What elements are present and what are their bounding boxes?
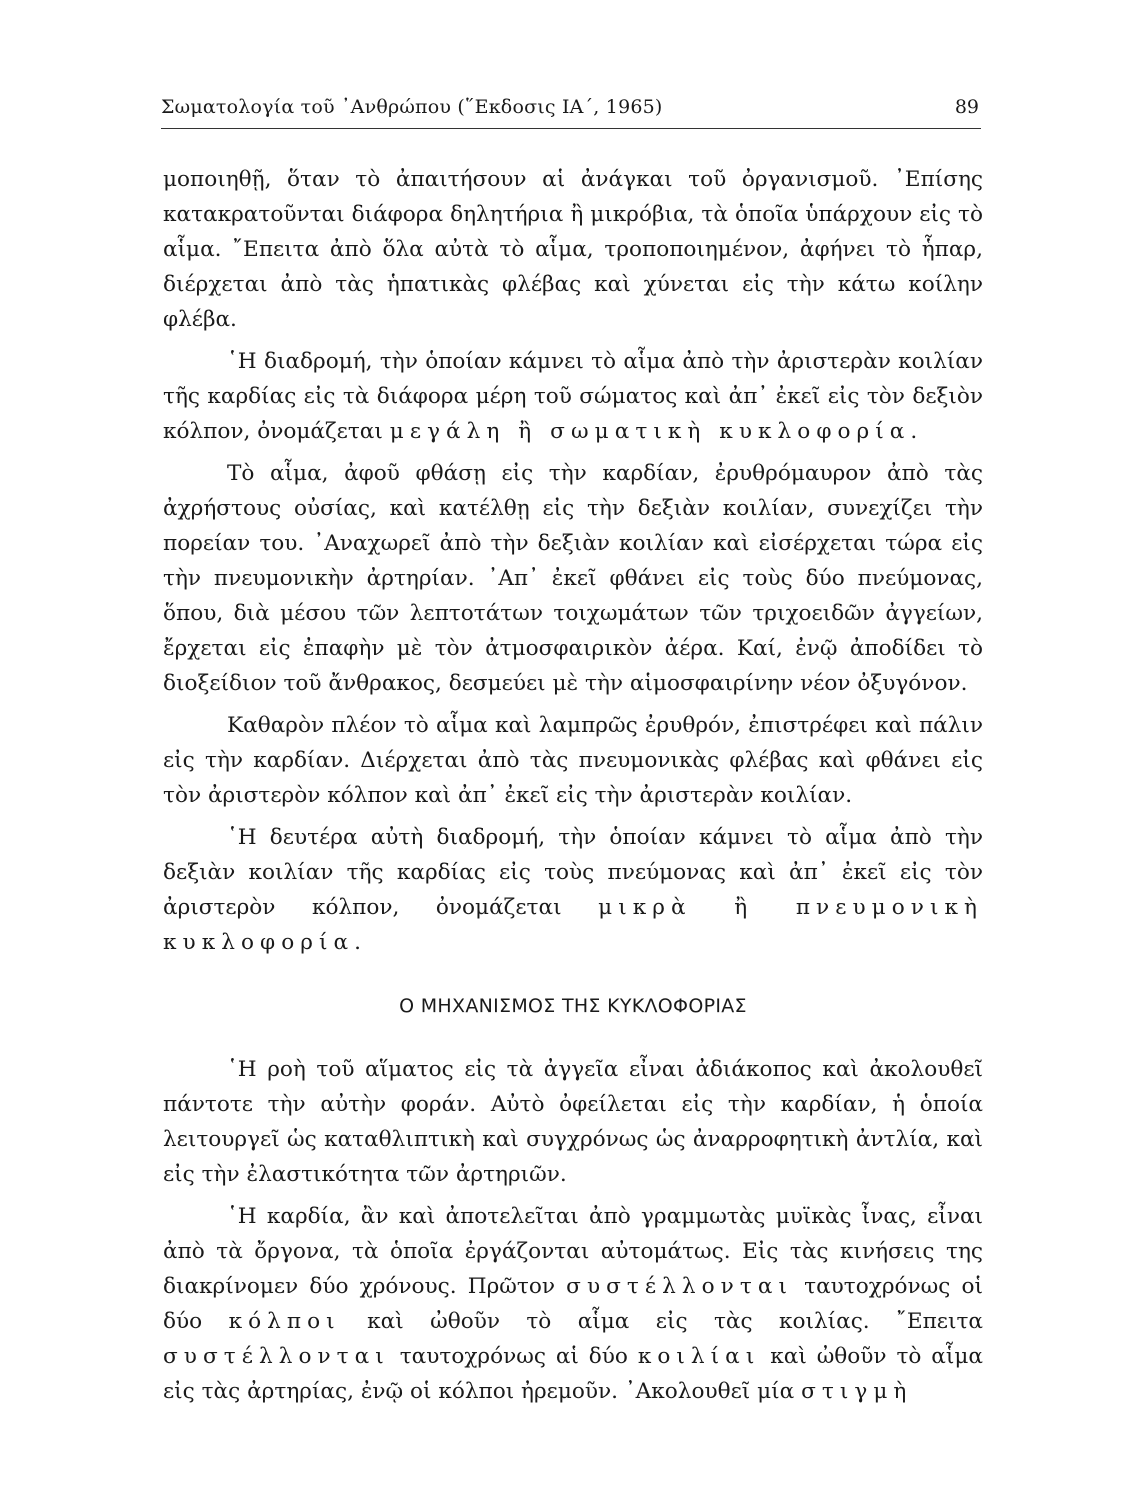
body-text <box>163 162 983 1416</box>
paragraph-5 <box>163 820 983 960</box>
paragraph-7-text-c: καὶ ὠθοῦν τὸ αἷμα εἰς τὰς κοιλίας. ῎Επειτα <box>367 1309 983 1334</box>
paragraph-6: ῾Η ροὴ τοῦ αἵματος εἰς τὰ ἀγγεῖα εἶναι ἀδιάκοπος καὶ ἀκολουθεῖ πάντοτε τὴν αὐτὴν φοράν. Αὐτὸ ὀφείλεται εἰς τὴν καρδίαν, ἡ ὁποία λειτουργεῖ ὡς καταθλιπτικὴ καὶ συγχρόνως ὡς ἀναρροφητικὴ ἀντλία, καὶ εἰς τὴν ἐλαστικότητα τῶν ἀρτηριῶν. <box>163 1057 983 1187</box>
paragraph-1: μοποιηθῇ, ὅταν τὸ ἀπαιτήσουν αἱ ἀνάγκαι τοῦ ὀργανισμοῦ. ᾿Επίσης κατακρατοῦνται διάφορα δηλητήρια ἢ μικρόβια, τὰ ὁποῖα ὑπάρχουν εἰς τὸ αἷμα. ῎Επειτα ἀπὸ ὅλα αὐτὰ τὸ αἷμα, τροποποιημένον, ἀφήνει τὸ ἧπαρ, διέρχεται ἀπὸ τὰς ἡπατικὰς φλέβας καὶ χύνεται εἰς τὴν κάτω κοίλην φλέβα. <box>163 167 983 332</box>
term-moment: στιγμὴ <box>801 1379 913 1404</box>
paragraph-7-text-e: καὶ ὠθοῦν τὸ αἷμα εἰς τὰς ἀρτηρίας, ἐνῷ οἱ κόλποι ἠρεμοῦν. ᾿Ακολουθεῖ μία <box>163 1344 983 1404</box>
section-heading: Ο ΜΗΧΑΝΙΣΜΟΣ ΤΗΣ ΚΥΚΛΟΦΟΡΙΑΣ <box>399 995 747 1017</box>
paragraph-7-text-a: ῾Η καρδία, ἂν καὶ ἀποτελεῖται ἀπὸ γραμμωτὰς μυϊκὰς ἶνας, εἶναι ἀπὸ τὰ ὄργονα, τὰ ὁποῖα ἐργάζονται αὐτομάτως. Εἰς τὰς κινήσεις της διακρίνομεν δύο χρόνους. Πρῶτον <box>163 1204 983 1299</box>
paragraph-7-text-d: ταυτοχρόνως αἱ δύο <box>399 1344 628 1369</box>
paragraph-4: Καθαρὸν πλέον τὸ αἷμα καὶ λαμπρῶς ἐρυθρόν, ἐπιστρέφει καὶ πάλιν εἰς τὴν καρδίαν. Διέρχεται ἀπὸ τὰς πνευμονικὰς φλέβας καὶ φθάνει εἰς τὸν ἀριστερὸν κόλπον καὶ ἀπ᾿ ἐκεῖ εἰς τὴν ἀριστερὰν κοιλίαν. <box>163 713 983 808</box>
header-rule <box>161 128 981 129</box>
running-header <box>161 96 979 126</box>
term-ventricles: κοιλίαι <box>637 1344 761 1369</box>
term-atria: κόλποι <box>228 1309 341 1334</box>
page-number: 89 <box>954 96 979 118</box>
term-pulmonary-circulation: μικρὰ ἢ πνευμονικὴ κυκλοφορία. <box>163 895 983 955</box>
term-contract-2: συστέλλονται <box>163 1344 390 1369</box>
paragraph-5-text: ῾Η δευτέρα αὐτὴ διαδρομή, τὴν ὁποίαν κάμνει τὸ αἷμα ἀπὸ τὴν δεξιὰν κοιλίαν τῆς καρδίας εἰς τοὺς πνεύμονας καὶ ἀπ᾿ ἐκεῖ εἰς τὸν ἀριστερὸν κόλπον, ὀνομάζεται <box>163 825 983 920</box>
paragraph-7 <box>163 1199 983 1409</box>
running-title: Σωματολογία τοῦ ᾿Ανθρώπου (῞Εκδοσις ΙΑ΄, 1965) <box>161 96 663 118</box>
term-contract-1: συστέλλονται <box>566 1274 793 1299</box>
paragraph-7-text-b: ταυτοχρόνως οἱ δύο <box>163 1274 983 1334</box>
paragraph-2-text: ῾Η διαδρομή, τὴν ὁποίαν κάμνει τὸ αἷμα ἀπὸ τὴν ἀριστερὰν κοιλίαν τῆς καρδίας εἰς τὰ διάφορα μέρη τοῦ σώματος καὶ ἀπ᾿ ἐκεῖ εἰς τὸν δεξιὸν κόλπον, ὀνομάζεται <box>163 349 983 444</box>
paragraph-3: Τὸ αἷμα, ἀφοῦ φθάσῃ εἰς τὴν καρδίαν, ἐρυθρόμαυρον ἀπὸ τὰς ἀχρήστους οὐσίας, καὶ κατέλθῃ εἰς τὴν δεξιὰν κοιλίαν, συνεχίζει τὴν πορείαν του. ᾿Αναχωρεῖ ἀπὸ τὴν δεξιὰν κοιλίαν καὶ εἰσέρχεται τώρα εἰς τὴν πνευμονικὴν ἀρτηρίαν. ᾿Απ᾿ ἐκεῖ φθάνει εἰς τοὺς δύο πνεύμονας, ὅπου, διὰ μέσου τῶν λεπτοτάτων τοιχωμάτων τῶν τριχοειδῶν ἀγγείων, ἔρχεται εἰς ἐπαφὴν μὲ τὸν ἀτμοσφαιρικὸν ἀέρα. Καί, ἐνῷ ἀποδίδει τὸ διοξείδιον τοῦ ἄνθρακος, δεσμεύει μὲ τὴν αἱμοσφαιρίνην νέον ὀξυγόνον. <box>163 461 983 696</box>
term-systemic-circulation: μεγάλη ἢ σωματικὴ κυκλοφορία. <box>389 419 924 444</box>
paragraph-2 <box>163 344 983 449</box>
